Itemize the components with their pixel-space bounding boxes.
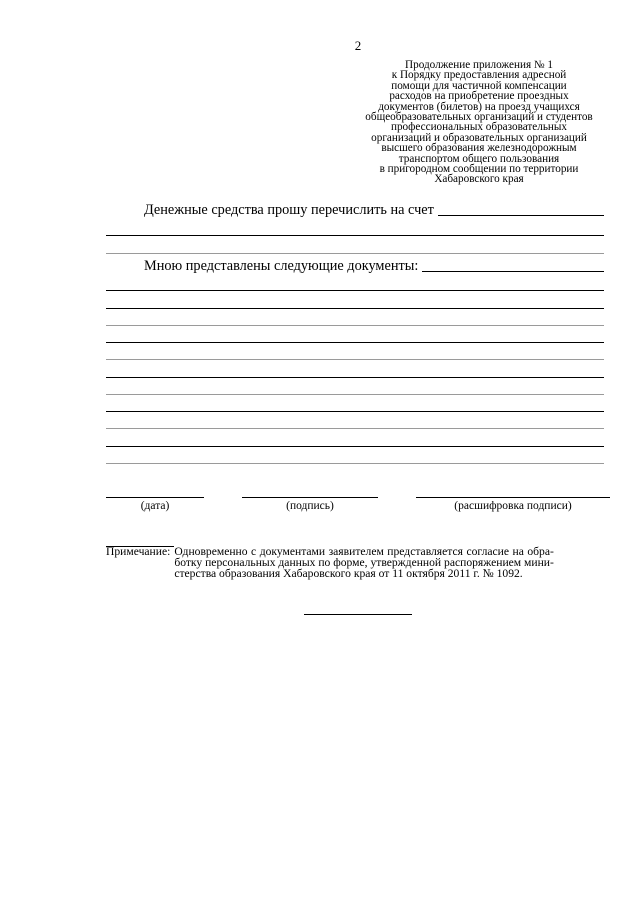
- documents-label: Мною представлены следующие документы:: [144, 258, 419, 274]
- date-caption: (дата): [140, 500, 170, 512]
- documents-field-row: [106, 258, 604, 275]
- header-line: помощи для частичной компенсации: [391, 79, 567, 92]
- header-line: общеобразовательных организаций и студентов: [365, 111, 593, 124]
- account-line[interactable]: [106, 253, 604, 254]
- appendix-header: [336, 60, 622, 185]
- documents-line[interactable]: [106, 411, 604, 412]
- documents-line[interactable]: [106, 308, 604, 309]
- account-field-row: [106, 202, 604, 219]
- date-line[interactable]: [106, 497, 204, 498]
- header-line: Продолжение приложения № 1: [405, 59, 553, 71]
- documents-line[interactable]: [106, 342, 604, 343]
- page-number: 2: [354, 38, 362, 53]
- signature-caption: (подпись): [286, 500, 334, 512]
- documents-line[interactable]: [106, 463, 604, 464]
- note-line: Одновременно с документами заявителем представляется согласие на обра-: [174, 545, 554, 558]
- signature-line[interactable]: [242, 497, 378, 498]
- header-line: Хабаровского края: [434, 173, 524, 186]
- header-line: организаций и образовательных организаций: [371, 131, 587, 144]
- documents-line[interactable]: [106, 428, 604, 429]
- note-line: ботку персональных данных по форме, утвержденной распоряжением мини-: [174, 555, 554, 569]
- note-line: стерства образования Хабаровского края от 11 октября 2011 г. № 1092.: [174, 566, 523, 580]
- header-line: в пригородном сообщении по территории: [379, 163, 579, 176]
- account-line[interactable]: [106, 235, 604, 236]
- documents-line[interactable]: [106, 359, 604, 360]
- documents-line[interactable]: [106, 290, 604, 291]
- signature-decoding-caption: (расшифровка подписи): [454, 500, 572, 512]
- signature-decoding-line[interactable]: [416, 497, 610, 498]
- documents-line[interactable]: [106, 377, 604, 378]
- documents-line[interactable]: [106, 394, 604, 395]
- header-line: высшего образования железнодорожным: [381, 142, 577, 155]
- account-input-line[interactable]: [438, 214, 604, 216]
- header-line: транспортом общего пользования: [398, 152, 560, 165]
- note-text: [174, 547, 554, 579]
- header-line: расходов на приобретение проездных: [389, 90, 569, 103]
- end-divider: [304, 614, 412, 615]
- documents-line[interactable]: [106, 446, 604, 447]
- documents-line[interactable]: [106, 325, 604, 326]
- account-label: Денежные средства прошу перечислить на счет: [144, 202, 434, 218]
- note-label: Примечание:: [106, 545, 171, 558]
- header-line: документов (билетов) на проезд учащихся: [378, 100, 580, 113]
- header-line: профессиональных образовательных: [390, 121, 568, 134]
- header-line: к Порядку предоставления адресной: [391, 69, 567, 82]
- documents-input-line[interactable]: [422, 270, 604, 272]
- note: [106, 547, 612, 579]
